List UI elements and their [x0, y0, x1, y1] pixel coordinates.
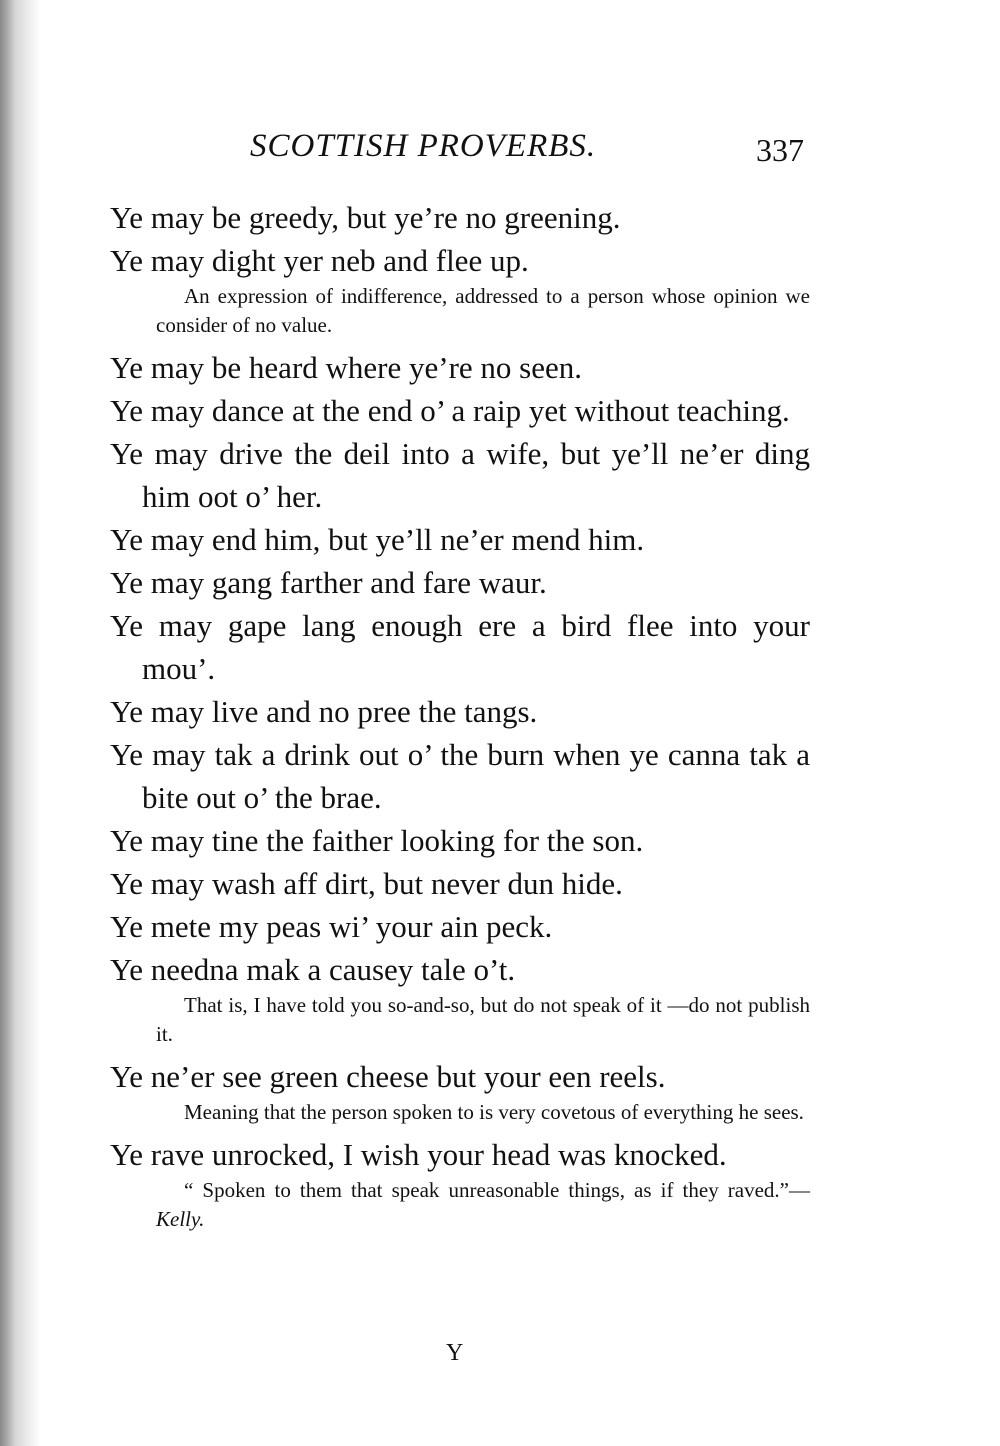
proverb: Ye may live and no pree the tangs. — [110, 694, 538, 729]
proverb-note: Meaning that the person spoken to is very covetous of everything he sees. — [184, 1100, 804, 1124]
proverb-note: “ Spoken to them that speak unreasonable things, as if they raved.”—Kelly. — [156, 1178, 810, 1231]
proverb: Ye may gape lang enough ere a bird flee into your mou’. — [110, 608, 810, 686]
proverb: Ye may be greedy, but ye’re no greening. — [110, 200, 621, 235]
running-head: SCOTTISH PROVERBS. — [250, 128, 597, 164]
page-header — [250, 128, 810, 172]
proverb-note: An expression of indifference, addressed to a person whose opinion we consider of no value. — [156, 284, 810, 337]
proverb: Ye may be heard where ye’re no seen. — [110, 350, 582, 385]
proverb-list — [110, 196, 810, 1240]
proverb: Ye may drive the deil into a wife, but ye’ll ne’er ding him oot o’ her. — [110, 436, 810, 514]
proverb: Ye ne’er see green cheese but your een reels. — [110, 1059, 666, 1094]
proverb: Ye may end him, but ye’ll ne’er mend him. — [110, 522, 645, 557]
page-number: 337 — [756, 132, 804, 168]
proverb-note: That is, I have told you so-and-so, but do not speak of it —do not publish it. — [156, 993, 810, 1046]
proverb: Ye rave unrocked, I wish your head was knocked. — [110, 1137, 727, 1172]
proverb: Ye may dance at the end o’ a raip yet without teaching. — [110, 393, 790, 428]
signature-mark: Y — [446, 1340, 464, 1366]
proverb: Ye mete my peas wi’ your ain peck. — [110, 909, 553, 944]
proverb: Ye may tak a drink out o’ the burn when ye canna tak a bite out o’ the brae. — [110, 737, 810, 815]
proverb: Ye may tine the faither looking for the son. — [110, 823, 644, 858]
proverb: Ye may dight yer neb and flee up. — [110, 243, 529, 278]
page-edge-shadow — [0, 0, 40, 1446]
proverb: Ye may gang farther and fare waur. — [110, 565, 547, 600]
proverb: Ye needna mak a causey tale o’t. — [110, 952, 516, 987]
proverb: Ye may wash aff dirt, but never dun hide. — [110, 866, 623, 901]
